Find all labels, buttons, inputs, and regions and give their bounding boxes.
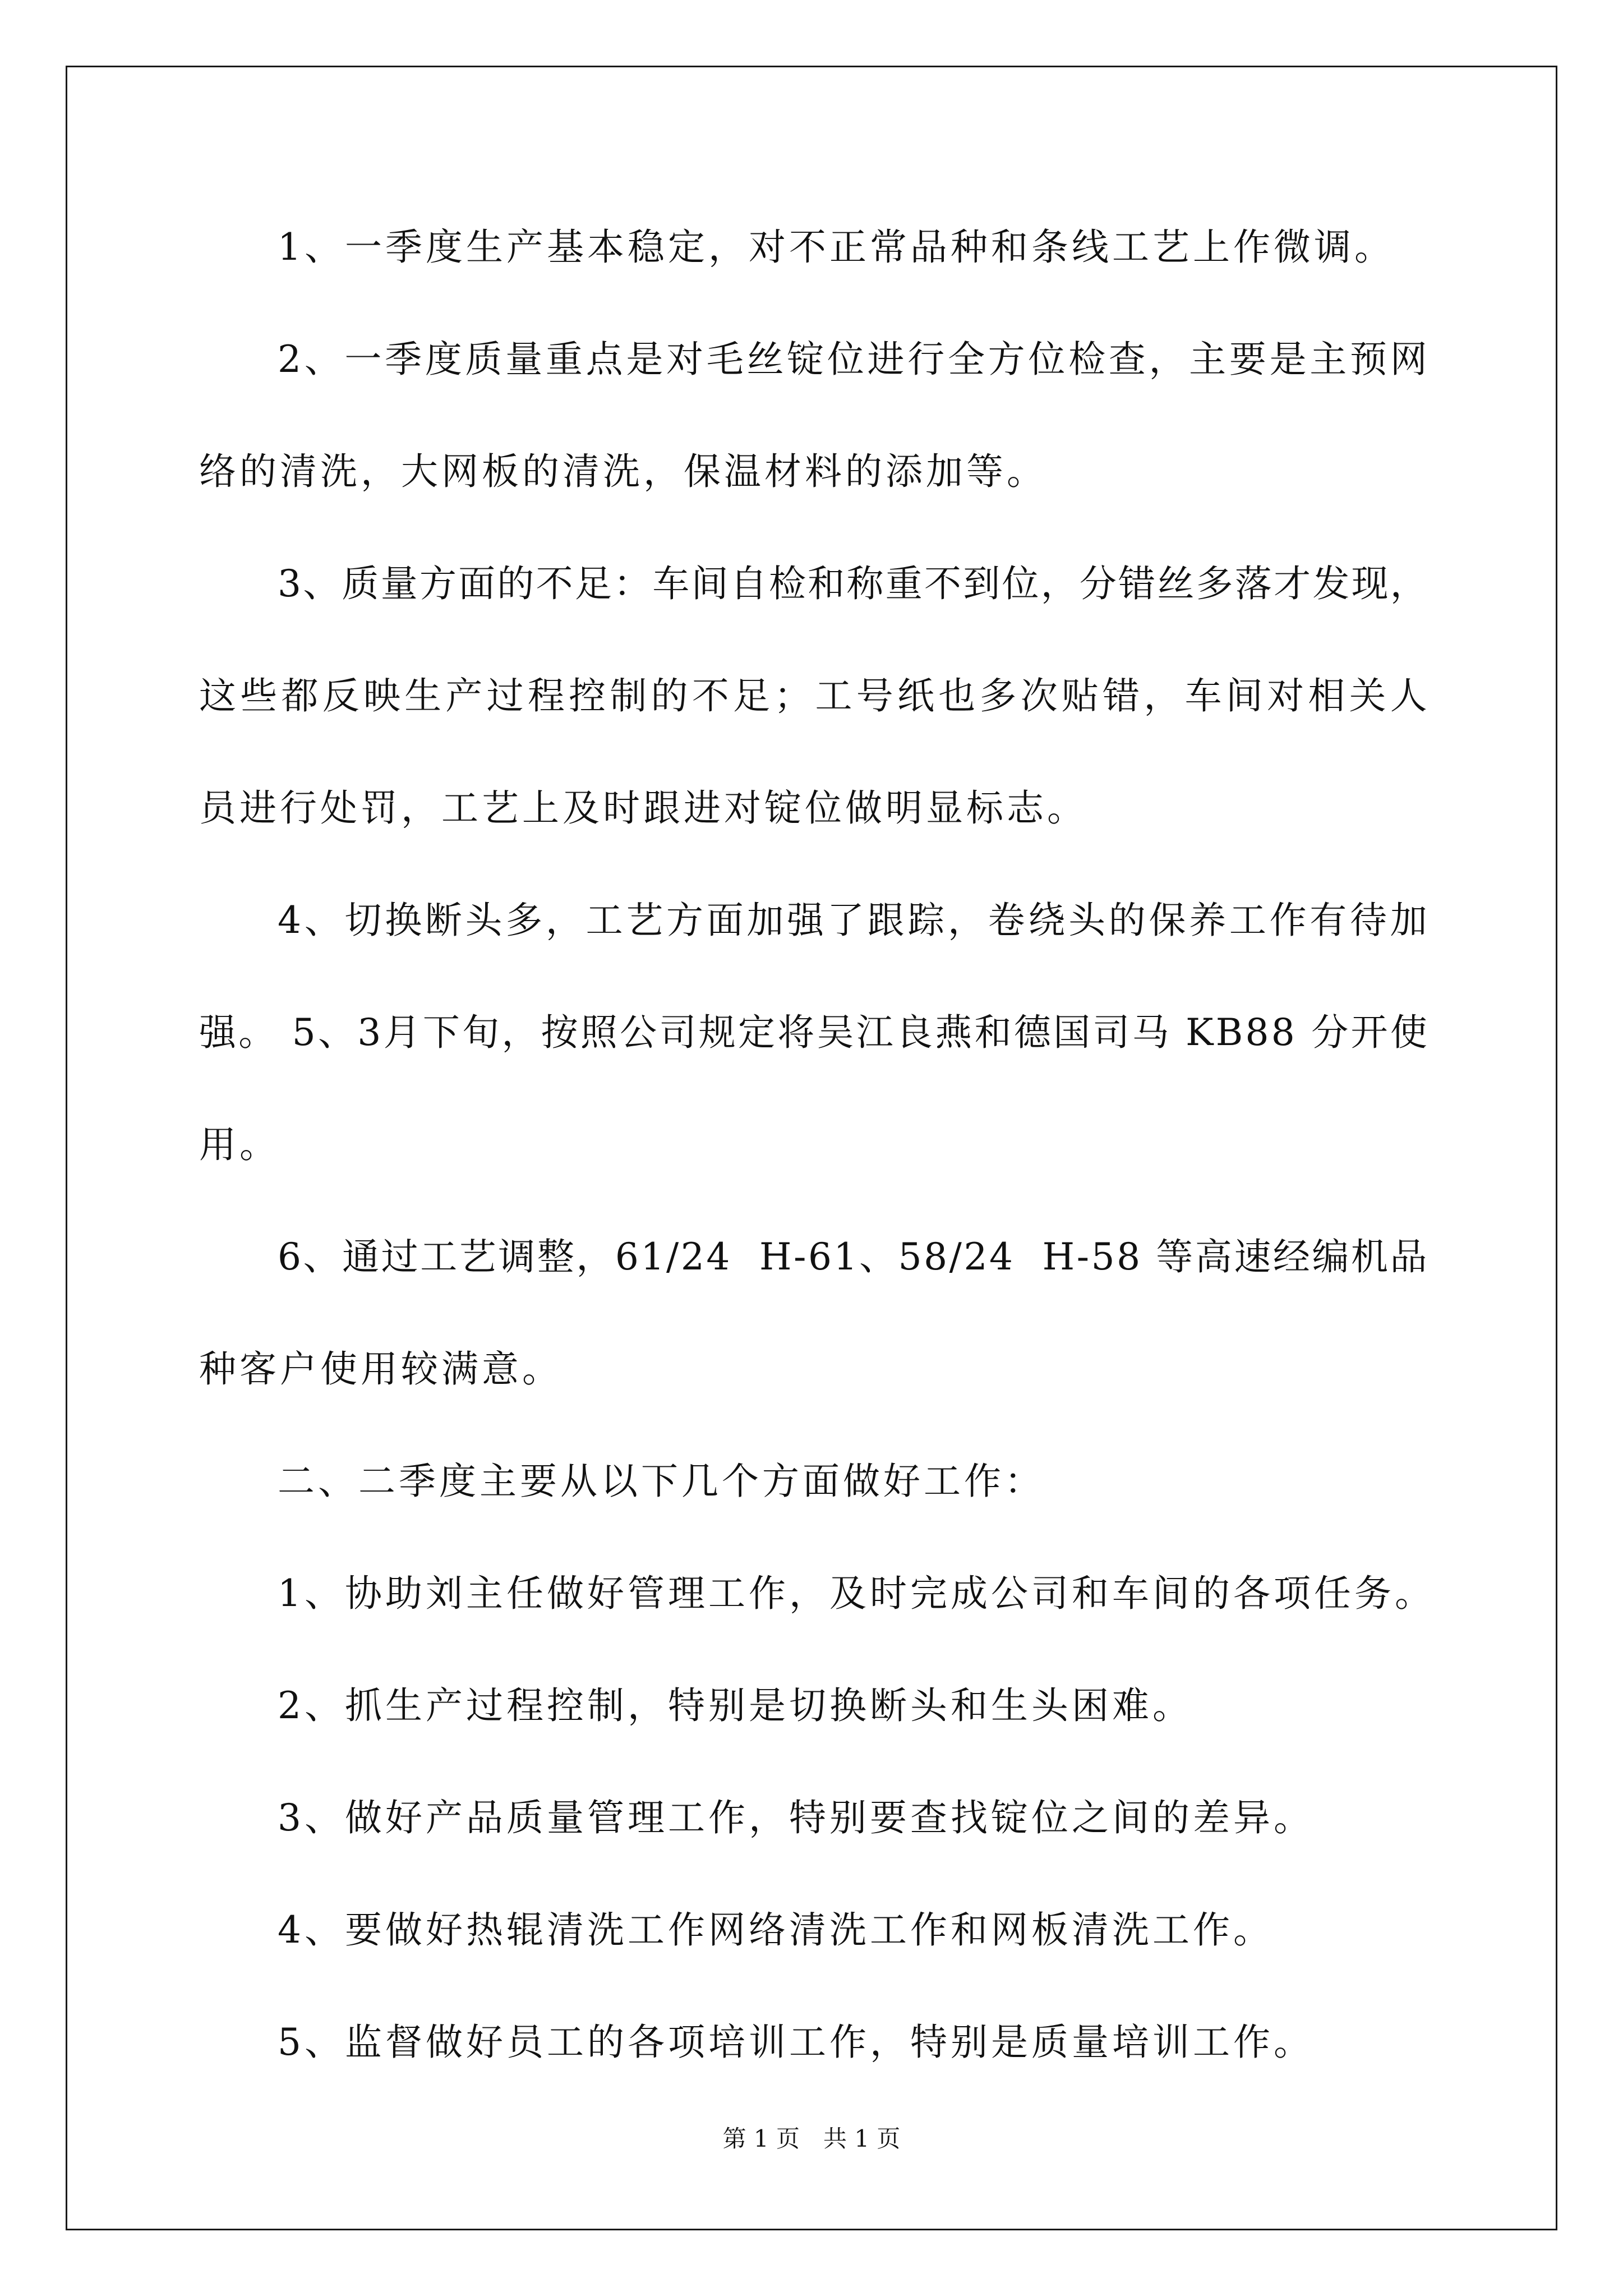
glyph: 多 <box>1196 562 1233 605</box>
glyph <box>278 1014 290 1051</box>
glyph: 吴 <box>817 1011 854 1054</box>
glyph: 主 <box>1310 338 1347 381</box>
glyph: 、 <box>318 1011 356 1054</box>
glyph: 丝 <box>746 338 784 381</box>
glyph: 高 <box>1195 1235 1232 1278</box>
glyph: 5 <box>898 1235 922 1278</box>
glyph: ， <box>545 899 583 942</box>
glyph: 等 <box>1156 1235 1193 1278</box>
glyph: 1 <box>833 1235 857 1278</box>
glyph: 强 <box>787 899 824 942</box>
glyph: 1 <box>640 1235 665 1278</box>
glyph: 使 <box>1390 1011 1427 1054</box>
glyph: 过 <box>381 1235 418 1278</box>
glyph <box>1172 1014 1183 1051</box>
glyph: 要 <box>1229 338 1266 381</box>
glyph: 4 <box>278 899 301 942</box>
glyph: 2 <box>963 1235 988 1278</box>
glyph <box>1142 1239 1154 1276</box>
glyph: 、 <box>304 338 342 381</box>
glyph: 映 <box>363 674 400 717</box>
glyph: 卷 <box>988 899 1025 942</box>
glyph: 。 <box>238 1011 276 1054</box>
paragraph-line: 1、协助刘主任做好管理工作，及时完成公司和车间的各项任务。 <box>278 1572 1435 1615</box>
glyph: 燕 <box>935 1011 972 1054</box>
glyph: 有 <box>1310 899 1347 942</box>
glyph: 位 <box>827 338 864 381</box>
section-heading: 二、二季度主要从以下几个方面做好工作： <box>278 1460 1045 1503</box>
glyph: 绕 <box>1028 899 1066 942</box>
glyph: 不 <box>924 562 961 605</box>
glyph: 间 <box>1225 674 1263 717</box>
glyph: 锭 <box>787 338 824 381</box>
glyph: 国 <box>1053 1011 1091 1054</box>
paragraph-line: 3、做好产品质量管理工作，特别要查找锭位之间的差异。 <box>278 1796 1314 1839</box>
glyph: 月 <box>383 1011 421 1054</box>
page-footer: 第 1 页 共 1 页 <box>722 2125 901 2152</box>
glyph: - <box>1076 1235 1090 1278</box>
glyph: 点 <box>585 338 623 381</box>
glyph: 纸 <box>897 674 934 717</box>
glyph: 足 <box>574 562 612 605</box>
glyph: 质 <box>465 338 502 381</box>
glyph: 和 <box>808 562 845 605</box>
glyph: 重 <box>885 562 923 605</box>
glyph: 到 <box>963 562 1000 605</box>
glyph: 规 <box>698 1011 736 1054</box>
glyph: 进 <box>867 338 905 381</box>
glyph: / <box>666 1235 679 1278</box>
glyph: 旬 <box>462 1011 500 1054</box>
glyph: 整 <box>537 1235 574 1278</box>
glyph: 生 <box>404 674 442 717</box>
glyph: 头 <box>465 899 502 942</box>
glyph: 照 <box>580 1011 617 1054</box>
glyph: 将 <box>777 1011 815 1054</box>
glyph <box>745 1239 757 1276</box>
glyph: 不 <box>536 562 573 605</box>
glyph: ， <box>1390 562 1427 605</box>
glyph: 作 <box>1269 899 1307 942</box>
glyph: 足 <box>733 674 771 717</box>
glyph: 网 <box>1390 338 1427 381</box>
glyph: 称 <box>846 562 884 605</box>
glyph: 季 <box>385 338 422 381</box>
paragraph-line: 5、监督做好员工的各项培训工作，特别是质量培训工作。 <box>278 2021 1314 2064</box>
glyph: 错 <box>1103 674 1140 717</box>
glyph: 产 <box>445 674 483 717</box>
glyph: 、 <box>859 1235 897 1278</box>
glyph: H <box>759 1235 792 1278</box>
glyph: 马 <box>1132 1011 1169 1054</box>
glyph: 工 <box>585 899 623 942</box>
glyph: ， <box>1144 674 1181 717</box>
glyph: K <box>1186 1011 1214 1054</box>
glyph: 调 <box>498 1235 536 1278</box>
glyph: 强 <box>199 1011 236 1054</box>
glyph <box>1297 1014 1309 1051</box>
glyph: ， <box>576 1235 614 1278</box>
glyph: 按 <box>541 1011 578 1054</box>
glyph: 艺 <box>459 1235 496 1278</box>
glyph: 不 <box>691 674 729 717</box>
glyph: 、 <box>303 562 340 605</box>
glyph: 现 <box>1351 562 1389 605</box>
glyph: 人 <box>1390 674 1427 717</box>
paragraph-line: 2、抓生产过程控制，特别是切换断头和生头困难。 <box>278 1684 1193 1727</box>
glyph: 分 <box>1311 1011 1349 1054</box>
glyph: 相 <box>1308 674 1345 717</box>
glyph: 3 <box>278 562 301 605</box>
glyph: 4 <box>989 1235 1013 1278</box>
glyph: 定 <box>737 1011 775 1054</box>
glyph: 次 <box>1020 674 1058 717</box>
glyph: 对 <box>1267 674 1304 717</box>
paragraph-line <box>278 1235 1427 1278</box>
glyph: 贴 <box>1061 674 1099 717</box>
glyph: 踪 <box>907 899 945 942</box>
glyph: ： <box>614 562 651 605</box>
glyph: 反 <box>322 674 359 717</box>
glyph: 多 <box>979 674 1017 717</box>
glyph: 6 <box>808 1235 832 1278</box>
glyph: 2 <box>680 1235 704 1278</box>
glyph: 江 <box>856 1011 893 1054</box>
glyph: H <box>1042 1235 1075 1278</box>
glyph: 了 <box>827 899 864 942</box>
paragraph-line <box>199 1011 1427 1054</box>
glyph: 德 <box>1013 1011 1051 1054</box>
page-border <box>66 66 1557 2230</box>
glyph: 良 <box>896 1011 933 1054</box>
glyph: 落 <box>1234 562 1272 605</box>
glyph: 面 <box>706 899 744 942</box>
paragraph-line: 用。 <box>199 1123 280 1166</box>
glyph: 机 <box>1350 1235 1388 1278</box>
glyph: 8 <box>924 1235 948 1278</box>
glyph: 行 <box>907 338 945 381</box>
paragraph-line: 员进行处罚，工艺上及时跟进对锭位做明显标志。 <box>199 786 1087 830</box>
paragraph-line <box>278 899 1427 942</box>
glyph: 度 <box>425 338 462 381</box>
glyph: 通 <box>342 1235 380 1278</box>
glyph: 方 <box>988 338 1025 381</box>
glyph: 多 <box>505 899 543 942</box>
paragraph-line: 1、一季度生产基本稳定，对不正常品种和条线工艺上作微调。 <box>278 226 1395 269</box>
glyph: 加 <box>1390 899 1427 942</box>
paragraph-line: 络的清洗，大网板的清洗，保温材料的添加等。 <box>199 450 1047 493</box>
glyph: 车 <box>652 562 690 605</box>
glyph: 、 <box>304 899 342 942</box>
glyph: 公 <box>620 1011 657 1054</box>
glyph: 车 <box>1184 674 1222 717</box>
glyph: 过 <box>486 674 524 717</box>
glyph: 错 <box>1118 562 1156 605</box>
glyph: 工 <box>1229 899 1266 942</box>
glyph: 8 <box>1245 1011 1269 1054</box>
glyph: 对 <box>666 338 704 381</box>
paragraph-line <box>278 338 1427 381</box>
glyph: 质 <box>342 562 379 605</box>
glyph: ， <box>947 899 985 942</box>
glyph: 检 <box>1068 338 1106 381</box>
glyph: ， <box>1040 562 1078 605</box>
glyph: 查 <box>1108 338 1146 381</box>
glyph: 经 <box>1272 1235 1310 1278</box>
glyph: 检 <box>769 562 806 605</box>
glyph: 自 <box>730 562 767 605</box>
glyph: 重 <box>545 338 583 381</box>
glyph: 8 <box>1117 1235 1141 1278</box>
glyph: 方 <box>666 899 704 942</box>
glyph: 丝 <box>1157 562 1195 605</box>
glyph: 主 <box>1189 338 1227 381</box>
glyph: 2 <box>278 338 301 381</box>
glyph: 5 <box>292 1011 316 1054</box>
glyph <box>1015 1239 1027 1276</box>
glyph: 关 <box>1349 674 1386 717</box>
paragraph-line: 种客户使用较满意。 <box>199 1347 562 1391</box>
glyph: 位 <box>1002 562 1039 605</box>
glyph: 也 <box>938 674 976 717</box>
glyph <box>1029 1239 1040 1276</box>
glyph: 6 <box>278 1235 301 1278</box>
glyph: 加 <box>746 899 784 942</box>
glyph: 艺 <box>626 899 663 942</box>
glyph: 工 <box>815 674 852 717</box>
glyph: 保 <box>1149 899 1186 942</box>
glyph: / <box>949 1235 962 1278</box>
glyph: 控 <box>569 674 606 717</box>
glyph: 和 <box>974 1011 1012 1054</box>
glyph: 换 <box>385 899 422 942</box>
glyph: 间 <box>691 562 728 605</box>
glyph: 品 <box>1390 1235 1427 1278</box>
glyph: 开 <box>1350 1011 1388 1054</box>
glyph: 分 <box>1079 562 1117 605</box>
glyph: 速 <box>1234 1235 1271 1278</box>
glyph: 这 <box>199 674 236 717</box>
glyph: ， <box>501 1011 539 1054</box>
paragraph-line <box>278 562 1427 605</box>
glyph: 跟 <box>867 899 905 942</box>
glyph: 的 <box>1108 899 1146 942</box>
glyph: B <box>1215 1011 1243 1054</box>
glyph: 切 <box>344 899 382 942</box>
paragraph-line <box>199 674 1427 717</box>
glyph: 待 <box>1349 899 1387 942</box>
glyph: 司 <box>659 1011 697 1054</box>
glyph: 些 <box>240 674 278 717</box>
glyph: 下 <box>422 1011 460 1054</box>
glyph: 位 <box>1028 338 1066 381</box>
glyph: 量 <box>380 562 418 605</box>
glyph: 6 <box>615 1235 639 1278</box>
glyph: 8 <box>1271 1011 1295 1054</box>
glyph: 程 <box>527 674 565 717</box>
glyph: 5 <box>1091 1235 1115 1278</box>
glyph: 断 <box>425 899 462 942</box>
glyph: 面 <box>458 562 496 605</box>
glyph: 毛 <box>706 338 744 381</box>
glyph: 才 <box>1274 562 1311 605</box>
glyph: 工 <box>420 1235 458 1278</box>
glyph: 头 <box>1068 899 1106 942</box>
glyph: 、 <box>303 1235 340 1278</box>
glyph: 发 <box>1312 562 1350 605</box>
glyph: 4 <box>706 1235 730 1278</box>
glyph: 的 <box>651 674 688 717</box>
glyph: ， <box>1149 338 1186 381</box>
glyph <box>732 1239 744 1276</box>
glyph: - <box>794 1235 806 1278</box>
glyph: 制 <box>610 674 647 717</box>
glyph: ； <box>774 674 811 717</box>
glyph: 的 <box>497 562 534 605</box>
glyph: 一 <box>344 338 382 381</box>
glyph: 编 <box>1312 1235 1349 1278</box>
glyph: 量 <box>505 338 543 381</box>
glyph: 是 <box>626 338 663 381</box>
glyph: 养 <box>1189 899 1227 942</box>
glyph: 号 <box>856 674 893 717</box>
glyph: 方 <box>419 562 457 605</box>
glyph: 3 <box>357 1011 381 1054</box>
glyph: 司 <box>1092 1011 1130 1054</box>
glyph: 预 <box>1349 338 1387 381</box>
glyph: 全 <box>947 338 985 381</box>
glyph: 是 <box>1269 338 1307 381</box>
glyph: 都 <box>281 674 319 717</box>
paragraph-line: 4、要做好热辊清洗工作网络清洗工作和网板清洗工作。 <box>278 1908 1274 1952</box>
